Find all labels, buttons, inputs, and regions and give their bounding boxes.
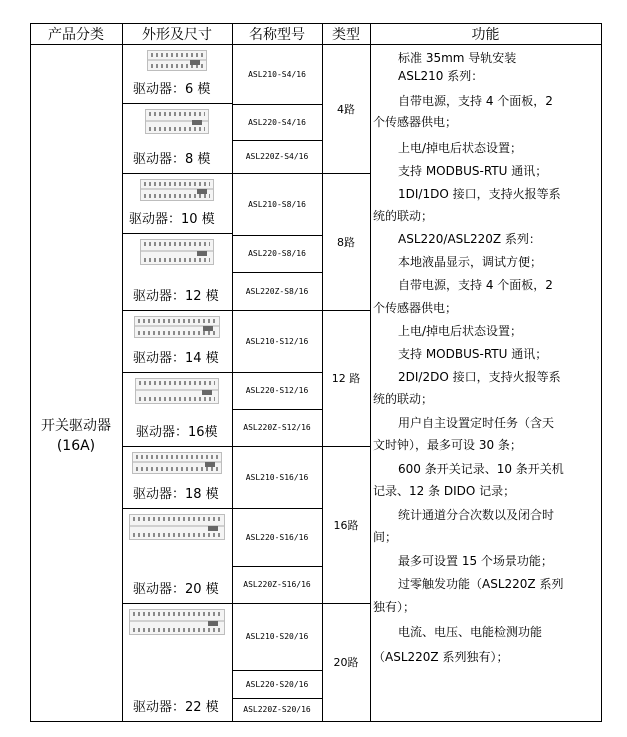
din-rail-module-icon [132, 452, 222, 474]
model-number: ASL210-S12/16 [245, 336, 309, 346]
grid-line [122, 103, 233, 104]
din-rail-module-icon [147, 50, 207, 71]
grid-line [30, 721, 602, 722]
function-line: ASL220/ASL220Z 系列： [398, 232, 541, 246]
model-number: ASL220Z-S4/16 [245, 152, 309, 161]
function-line: 个传感器供电； [373, 115, 458, 129]
model-number: ASL220-S4/16 [248, 117, 306, 127]
grid-line [122, 603, 233, 604]
din-rail-module-icon [140, 239, 214, 265]
driver-label: 驱动器：18 模 [133, 487, 219, 502]
header-category: 产品分类 [48, 26, 104, 43]
model-number: ASL220Z-S20/16 [243, 705, 311, 714]
function-line: 支持 MODBUS-RTU 通讯； [398, 164, 548, 178]
model-number: ASL220-S12/16 [245, 386, 309, 395]
header-type: 类型 [332, 26, 360, 43]
function-line: 2DI/2DO 接口，支持火报等系 [398, 370, 561, 384]
function-line: 记录、12 条 DIDO 记录； [373, 484, 516, 498]
model-number: ASL220-S16/16 [245, 532, 309, 542]
function-line: 最多可设置 15 个场景功能； [398, 554, 553, 568]
function-line: 用户自主设置定时任务（含天 [398, 416, 555, 430]
din-rail-module-icon [145, 109, 209, 134]
grid-line [370, 23, 371, 722]
driver-label: 驱动器：14 模 [133, 351, 219, 366]
grid-line [122, 372, 233, 373]
driver-label: 驱动器：16模 [136, 425, 218, 440]
function-line: 本地液晶显示，调试方便； [398, 255, 543, 269]
grid-line [122, 173, 233, 174]
grid-line [30, 23, 31, 722]
din-rail-module-icon [129, 609, 225, 635]
grid-line [122, 508, 233, 509]
channel-count: 12 路 [331, 372, 361, 385]
driver-label: 驱动器：8 模 [133, 152, 211, 167]
model-number: ASL210-S16/16 [245, 472, 309, 482]
function-line: 600 条开关记录、10 条开关机 [398, 462, 564, 476]
channel-count: 4路 [337, 102, 355, 116]
function-line: ASL210 系列： [398, 69, 484, 83]
driver-label: 驱动器：12 模 [133, 289, 219, 304]
channel-count: 8路 [337, 235, 355, 249]
header-function: 功能 [471, 26, 500, 43]
model-number: ASL220Z-S8/16 [245, 286, 309, 296]
function-line: 统的联动； [373, 392, 434, 406]
channel-count: 20路 [333, 656, 359, 669]
model-number: ASL210-S20/16 [245, 632, 309, 641]
function-line: 标准 35mm 导轨安装 [398, 51, 517, 65]
function-line: 自带电源，支持 4 个面板，2 [398, 94, 553, 108]
function-line: 1DI/1DO 接口，支持火报等系 [398, 187, 561, 201]
function-line: （ASL220Z 系列独有）； [373, 650, 509, 664]
category-line: 开关驱动器 [41, 418, 111, 434]
grid-line [122, 310, 233, 311]
din-rail-module-icon [129, 514, 225, 540]
model-number: ASL220Z-S16/16 [243, 580, 311, 589]
function-line: 自带电源，支持 4 个面板，2 [398, 278, 553, 292]
driver-label: 驱动器：6 模 [133, 82, 211, 97]
driver-label: 驱动器：10 模 [129, 212, 215, 227]
function-line: 间； [373, 530, 398, 544]
product-category [30, 416, 122, 466]
function-line: 过零触发功能（ASL220Z 系列 [398, 577, 564, 591]
grid-line [601, 23, 602, 722]
function-line: 统的联动； [373, 209, 434, 223]
function-line: 上电/掉电后状态设置； [398, 324, 523, 338]
header-shape: 外形及尺寸 [142, 26, 212, 43]
model-number: ASL220-S20/16 [245, 679, 309, 689]
header-model: 名称型号 [249, 26, 305, 43]
driver-label: 驱动器：20 模 [133, 582, 219, 597]
channel-count: 16路 [333, 518, 359, 532]
model-number: ASL210-S4/16 [248, 69, 306, 79]
category-line: (16A) [56, 438, 96, 454]
grid-line [122, 446, 233, 447]
driver-label: 驱动器：22 模 [133, 700, 219, 715]
function-line: 电流、电压、电能检测功能 [398, 625, 543, 639]
function-line: 统计通道分合次数以及闭合时 [398, 508, 555, 522]
model-number: ASL210-S8/16 [248, 199, 306, 209]
function-line: 个传感器供电； [373, 301, 458, 315]
function-line: 文时钟），最多可设 30 条； [373, 438, 522, 452]
din-rail-module-icon [140, 179, 214, 201]
function-line: 独有）； [373, 600, 416, 614]
function-line: 支持 MODBUS-RTU 通讯； [398, 347, 548, 361]
din-rail-module-icon [135, 378, 219, 404]
din-rail-module-icon [134, 316, 220, 338]
model-number: ASL220Z-S12/16 [243, 423, 311, 432]
function-line: 上电/掉电后状态设置； [398, 141, 523, 155]
grid-line [122, 233, 233, 234]
model-number: ASL220-S8/16 [248, 249, 306, 258]
